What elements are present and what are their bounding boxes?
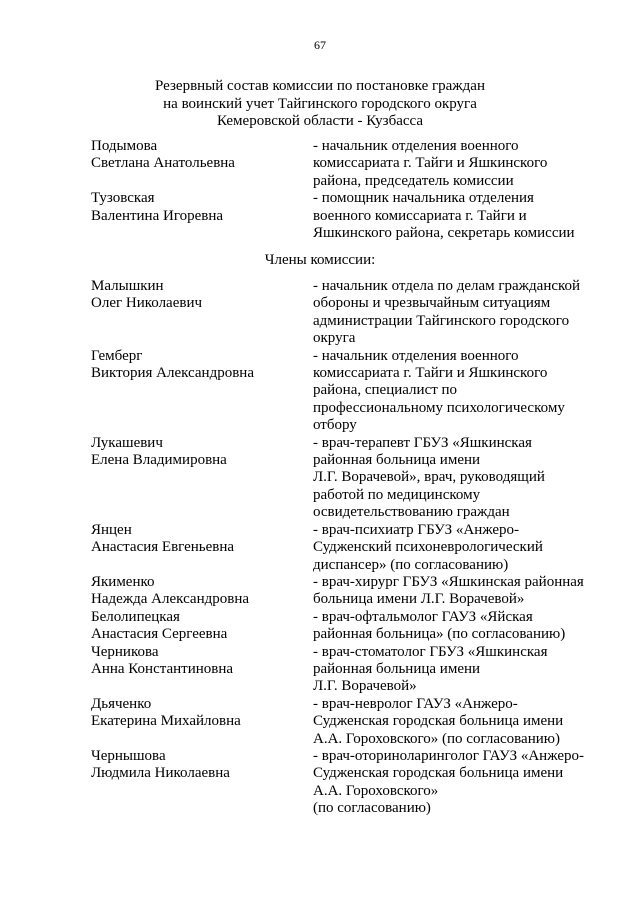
member-name <box>91 522 313 574</box>
member-entry <box>0 574 640 609</box>
commission-entry-chair <box>0 138 640 190</box>
member-surname: Черникова <box>91 643 159 660</box>
member-given-names: Валентина Игоревна <box>91 207 224 224</box>
leadership-list <box>0 138 640 242</box>
members-heading: Члены комиссии: <box>264 252 376 268</box>
member-given-names: Елена Владимировна <box>91 452 227 469</box>
member-role: - врач-терапевт ГБУЗ «Яшкинская районная больница имени Л.Г. Ворачевой», врач, руководящий работой по медицинскому освидетельствованию граждан <box>313 434 545 521</box>
member-surname: Гемберг <box>91 347 143 364</box>
member-role: - начальник отделения военного комиссариата г. Тайги и Яшкинского района, специалист по профессиональному психологическому отбору <box>313 347 565 434</box>
member-given-names: Анастасия Сергеевна <box>91 626 228 643</box>
member-entry <box>0 348 640 435</box>
member-given-names: Виктория Александровна <box>91 365 254 382</box>
member-entry <box>0 278 640 348</box>
member-given-names: Людмила Николаевна <box>91 765 230 782</box>
member-entry <box>0 748 640 818</box>
commission-entry-secretary <box>0 190 640 242</box>
member-surname: Дьяченко <box>91 695 152 712</box>
member-role: - врач-невролог ГАУЗ «Анжеро- Судженская городская больница имени А.А. Гороховского» (по согласованию) <box>313 695 564 747</box>
member-given-names: Екатерина Михайловна <box>91 713 241 730</box>
member-name <box>91 696 313 748</box>
member-role: - врач-стоматолог ГБУЗ «Яшкинская районная больница имени Л.Г. Ворачевой» <box>313 643 548 695</box>
members-list <box>0 278 640 818</box>
member-role: - начальник отделения военного комиссариата г. Тайги и Яшкинского района, председатель комиссии <box>313 138 548 189</box>
member-surname: Тузовская <box>91 190 155 207</box>
member-given-names: Анна Константиновна <box>91 660 234 677</box>
member-given-names: Светлана Анатольевна <box>91 155 235 172</box>
member-entry <box>0 696 640 748</box>
member-name <box>91 190 313 242</box>
member-role: - врач-хирург ГБУЗ «Яшкинская районная больница имени Л.Г. Ворачевой» <box>313 573 584 608</box>
member-role: - врач-оториноларинголог ГАУЗ «Анжеро- Судженская городская больница имени А.А. Гороховского» (по согласованию) <box>313 747 585 817</box>
member-given-names: Олег Николаевич <box>91 295 203 312</box>
member-surname: Белолипецкая <box>91 608 180 625</box>
member-surname: Якименко <box>91 573 155 590</box>
member-entry <box>0 644 640 696</box>
member-entry <box>0 435 640 522</box>
member-name <box>91 644 313 696</box>
member-surname: Малышкин <box>91 278 164 294</box>
member-surname: Янцен <box>91 521 132 538</box>
member-name <box>91 609 313 644</box>
member-surname: Чернышова <box>91 747 166 764</box>
member-given-names: Надежда Александровна <box>91 591 249 608</box>
member-name <box>91 748 313 818</box>
title-line: Резервный состав комиссии по постановке граждан <box>155 78 485 94</box>
member-role: - врач-психиатр ГБУЗ «Анжеро- Судженский психоневрологический диспансер» (по согласованию) <box>313 521 543 573</box>
member-name <box>91 435 313 522</box>
member-name <box>91 278 313 348</box>
document-title <box>0 78 640 131</box>
member-role: - врач-офтальмолог ГАУЗ «Яйская районная больница» (по согласованию) <box>313 608 566 643</box>
member-entry <box>0 609 640 644</box>
member-name <box>91 574 313 609</box>
member-given-names: Анастасия Евгеньевна <box>91 539 235 556</box>
member-name <box>91 138 313 190</box>
member-role: - начальник отдела по делам гражданской обороны и чрезвычайным ситуациям администрации Тайгинского городского округа <box>313 278 581 347</box>
member-surname: Лукашевич <box>91 434 163 451</box>
page-number: 67 <box>314 38 326 52</box>
member-entry <box>0 522 640 574</box>
title-line: Кемеровской области - Кузбасса <box>216 113 424 130</box>
member-role: - помощник начальника отделения военного комиссариата г. Тайги и Яшкинского района, секретарь комиссии <box>313 190 575 242</box>
title-line: на воинский учет Тайгинского городского округа <box>163 95 477 112</box>
member-name <box>91 348 313 435</box>
member-surname: Подымова <box>91 138 158 154</box>
